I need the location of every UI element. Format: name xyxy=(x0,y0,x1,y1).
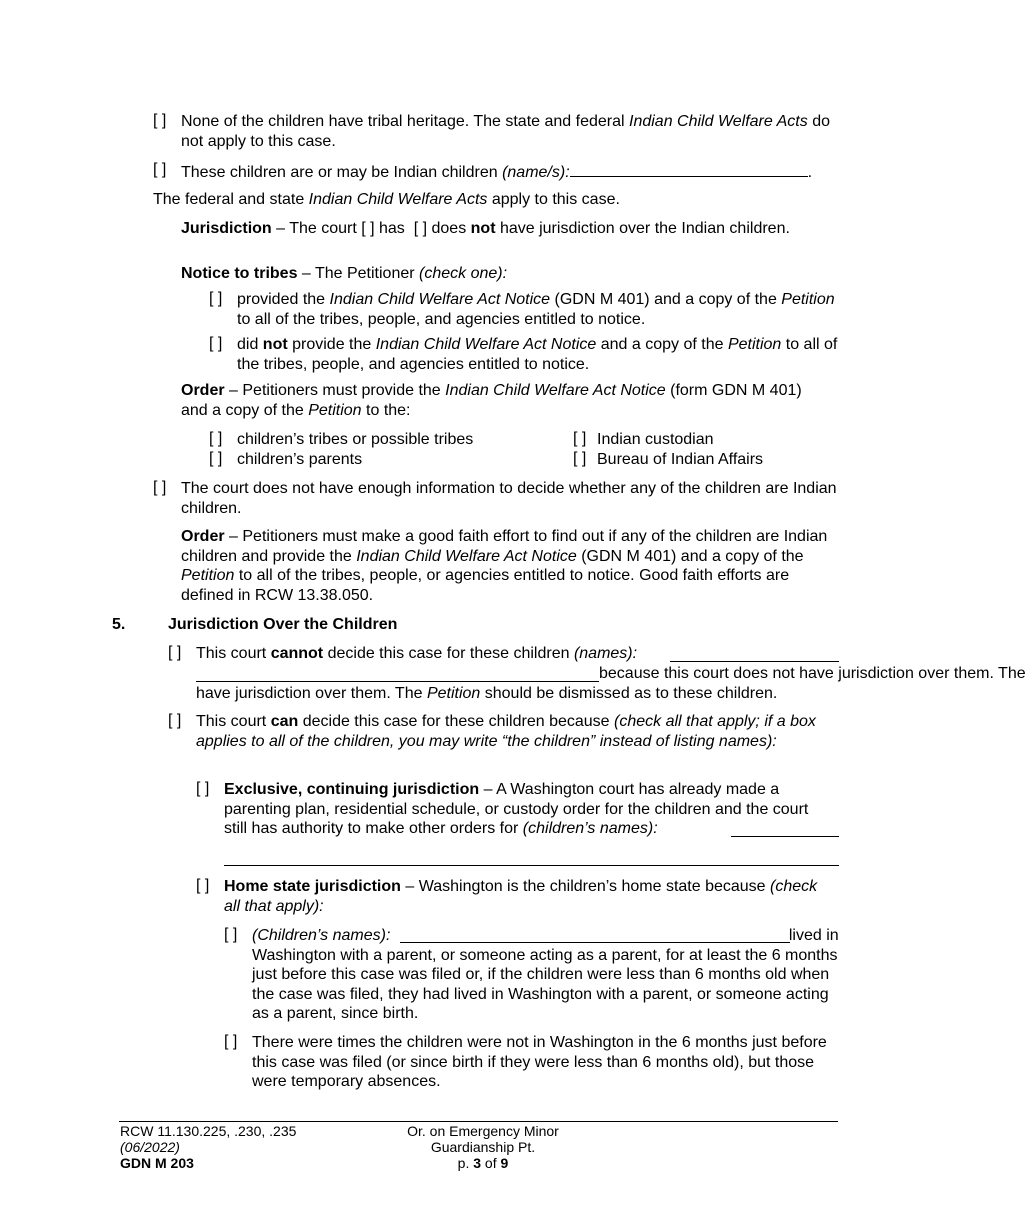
footer-title-1: Or. on Emergency Minor xyxy=(407,1123,559,1139)
checkbox-may-be-indian-children[interactable]: [ ] xyxy=(153,161,167,178)
checkbox-court-cannot-decide[interactable]: [ ] xyxy=(168,644,182,661)
cannot-names-field-2[interactable] xyxy=(196,681,599,682)
footer-center xyxy=(383,1123,583,1171)
cannot-names-field-1[interactable] xyxy=(670,661,839,662)
icwa-apply-text: The federal and state Indian Child Welfare Acts apply to this case. xyxy=(153,191,620,208)
checkbox-temporary-absences[interactable]: [ ] xyxy=(224,1033,238,1050)
no-tribal-heritage-text: None of the children have tribal heritage. The state and federal Indian Child Welfare Acts do not apply to this case. xyxy=(181,113,830,150)
home-state-text: Home state jurisdiction – Washington is the children’s home state because (check all that apply): xyxy=(224,878,818,915)
footer-left xyxy=(120,1123,296,1171)
temporary-absences-text: There were times the children were not in Washington in the 6 months just before this case was filed (or since birth if they were less than 6 months old), but those were temporary absences. xyxy=(252,1034,827,1090)
recipient-bia-label: Bureau of Indian Affairs xyxy=(597,451,764,468)
checkbox-notice-provided[interactable]: [ ] xyxy=(209,290,223,307)
notice-provided-text: provided the Indian Child Welfare Act Notice (GDN M 401) and a copy of the Petition to all of the tribes, people, and agencies entitled to notice. xyxy=(237,291,835,328)
checkbox-court-no-jurisdiction[interactable]: [ ] xyxy=(413,220,428,237)
exclusive-jurisdiction-text: Exclusive, continuing jurisdiction – A Washington court has already made a parenting plan, residential schedule, or custody order for the children and the court still has authority to make other orders for (children’s names): xyxy=(224,781,809,837)
recipient-tribes-label: children’s tribes or possible tribes xyxy=(237,431,474,448)
court-cannot-decide-line1: This court cannot decide this case for these children (names): xyxy=(196,645,638,662)
footer-date: (06/2022) xyxy=(120,1139,180,1155)
checkbox-notice-not-provided[interactable]: [ ] xyxy=(209,335,223,352)
footer-form-number: GDN M 203 xyxy=(120,1155,194,1171)
checkbox-recipient-bia[interactable]: [ ] xyxy=(573,450,587,467)
may-be-indian-children-text: These children are or may be Indian children (name/s): . xyxy=(181,161,851,183)
court-can-decide-text: This court can decide this case for these children because (check all that apply; if a box applies to all of the children, you may write “the children” instead of listing names): xyxy=(196,713,816,750)
court-cannot-decide-line2: because this court does not have jurisdiction over them. The xyxy=(599,665,1026,682)
section-number: 5. xyxy=(112,616,126,633)
checkbox-court-has-jurisdiction[interactable]: [ ] xyxy=(361,220,375,237)
section-title: Jurisdiction Over the Children xyxy=(168,616,398,633)
lived-in-washington-text: (Children’s names): lived in Washington with a parent, or someone acting as a parent, for at least the 6 months just before this case was filed or, if the children were less than 6 months old when the case was filed, they had lived in Washington with a parent, or someone acting as a parent, since birth. xyxy=(252,927,839,1022)
checkbox-recipient-custodian[interactable]: [ ] xyxy=(573,430,587,447)
recipient-parents-label: children’s parents xyxy=(237,451,363,468)
checkbox-exclusive-jurisdiction[interactable]: [ ] xyxy=(196,780,210,797)
exclusive-names-field-2[interactable] xyxy=(224,865,839,866)
notice-not-provided-text: did not provide the Indian Child Welfare Act Notice and a copy of the Petition to all of the tribes, people, and agencies entitled to notice. xyxy=(237,336,838,373)
exclusive-names-field-1[interactable] xyxy=(731,836,839,837)
footer-page-number: p. 3 of 9 xyxy=(457,1155,509,1171)
footer-title-2: Guardianship Pt. xyxy=(430,1139,536,1155)
not-enough-info-text: The court does not have enough information to decide whether any of the children are Indian children. xyxy=(181,480,837,517)
checkbox-recipient-parents[interactable]: [ ] xyxy=(209,450,223,467)
checkbox-lived-in-washington[interactable]: [ ] xyxy=(224,926,238,943)
checkbox-recipient-tribes[interactable]: [ ] xyxy=(209,430,223,447)
indian-children-names-field[interactable] xyxy=(570,161,808,177)
recipient-custodian-label: Indian custodian xyxy=(597,431,714,448)
footer-rcw: RCW 11.130.225, .230, .235 xyxy=(120,1123,297,1139)
footer-rule xyxy=(119,1121,838,1122)
checkbox-no-tribal-heritage[interactable]: [ ] xyxy=(153,112,167,129)
checkbox-court-can-decide[interactable]: [ ] xyxy=(168,712,182,729)
checkbox-not-enough-info[interactable]: [ ] xyxy=(153,479,167,496)
good-faith-order-text: Order – Petitioners must make a good faith effort to find out if any of the children are Indian children and provide the Indian Child Welfare Act Notice (GDN M 401) and a copy of the Petition to all of the tribes, people, or agencies entitled to notice. Good faith efforts are defined in RCW 13.38.050. xyxy=(181,528,828,604)
notice-to-tribes-heading: Notice to tribes – The Petitioner (check one): xyxy=(181,265,508,282)
court-cannot-decide-line3: have jurisdiction over them. The Petition should be dismissed as to these children. xyxy=(196,685,778,702)
icwa-order-text: Order – Petitioners must provide the Indian Child Welfare Act Notice (form GDN M 401) and a copy of the Petition to the: xyxy=(181,382,802,419)
icwa-jurisdiction-text: Jurisdiction – The court [ ] has [ ] does not have jurisdiction over the Indian children. xyxy=(181,220,790,237)
checkbox-home-state[interactable]: [ ] xyxy=(196,877,210,894)
